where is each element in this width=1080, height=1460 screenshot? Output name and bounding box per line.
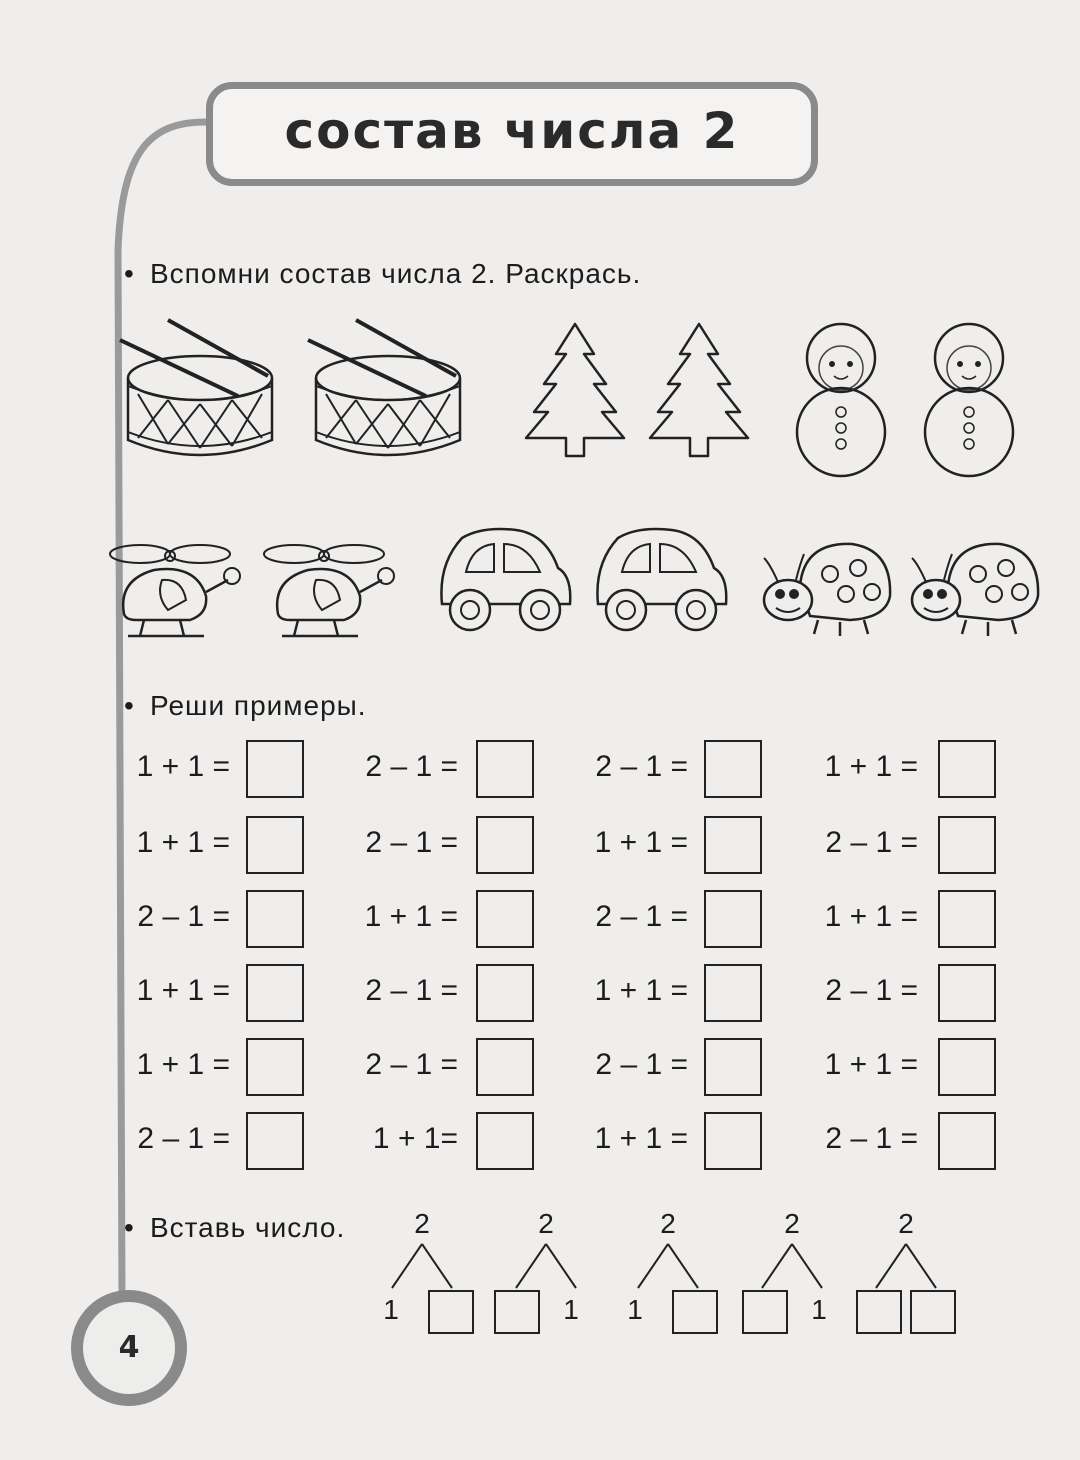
example-expression: 2 – 1 = <box>595 1048 688 1081</box>
page-number: 4 <box>118 1330 140 1365</box>
number-tree-answer-box[interactable] <box>910 1290 956 1334</box>
number-tree-top: 2 <box>538 1208 554 1239</box>
number-tree-left: 1 <box>627 1294 643 1325</box>
instruction-insert-text: Вставь число. <box>150 1212 346 1243</box>
bullet-icon: • <box>124 1212 135 1243</box>
example-expression: 2 – 1 = <box>137 1122 230 1155</box>
instruction-solve-text: Реши примеры. <box>150 690 367 721</box>
number-tree-answer-box[interactable] <box>856 1290 902 1334</box>
instruction-color-text: Вспомни состав числа 2. Раскрась. <box>150 258 642 289</box>
example-expression: 2 – 1 = <box>137 900 230 933</box>
example-expression: 1 + 1 = <box>824 900 918 933</box>
example-expression: 1 + 1= <box>372 1122 458 1155</box>
example-expression: 2 – 1 = <box>365 974 458 1007</box>
page-title: состав числа 2 <box>284 102 740 160</box>
example-expression: 1 + 1 = <box>594 974 688 1007</box>
number-tree-answer-box[interactable] <box>742 1290 788 1334</box>
example-expression: 2 – 1 = <box>595 900 688 933</box>
example-expression: 1 + 1 = <box>594 1122 688 1155</box>
example-expression: 2 – 1 = <box>825 974 918 1007</box>
number-tree-top: 2 <box>660 1208 676 1239</box>
example-expression: 2 – 1 = <box>825 1122 918 1155</box>
example-expression: 2 – 1 = <box>825 826 918 859</box>
number-tree-answer-box[interactable] <box>494 1290 540 1334</box>
number-tree-right: 1 <box>563 1294 579 1325</box>
number-tree-top: 2 <box>414 1208 430 1239</box>
example-expression: 2 – 1 = <box>365 1048 458 1081</box>
example-expression: 2 – 1 = <box>595 750 688 783</box>
example-expression: 1 + 1 = <box>824 750 918 783</box>
example-expression: 2 – 1 = <box>365 826 458 859</box>
example-expression: 2 – 1 = <box>365 750 458 783</box>
example-expression: 1 + 1 = <box>136 974 230 1007</box>
number-tree-left: 1 <box>383 1294 399 1325</box>
number-tree-top: 2 <box>784 1208 800 1239</box>
bullet-icon: • <box>124 258 135 289</box>
number-tree-top: 2 <box>898 1208 914 1239</box>
example-expression: 1 + 1 = <box>364 900 458 933</box>
example-expression: 1 + 1 = <box>136 750 230 783</box>
example-expression: 1 + 1 = <box>824 1048 918 1081</box>
bullet-icon: • <box>124 690 135 721</box>
example-expression: 1 + 1 = <box>136 1048 230 1081</box>
number-tree-answer-box[interactable] <box>672 1290 718 1334</box>
example-expression: 1 + 1 = <box>594 826 688 859</box>
number-tree-right: 1 <box>811 1294 827 1325</box>
number-tree-answer-box[interactable] <box>428 1290 474 1334</box>
example-expression: 1 + 1 = <box>136 826 230 859</box>
